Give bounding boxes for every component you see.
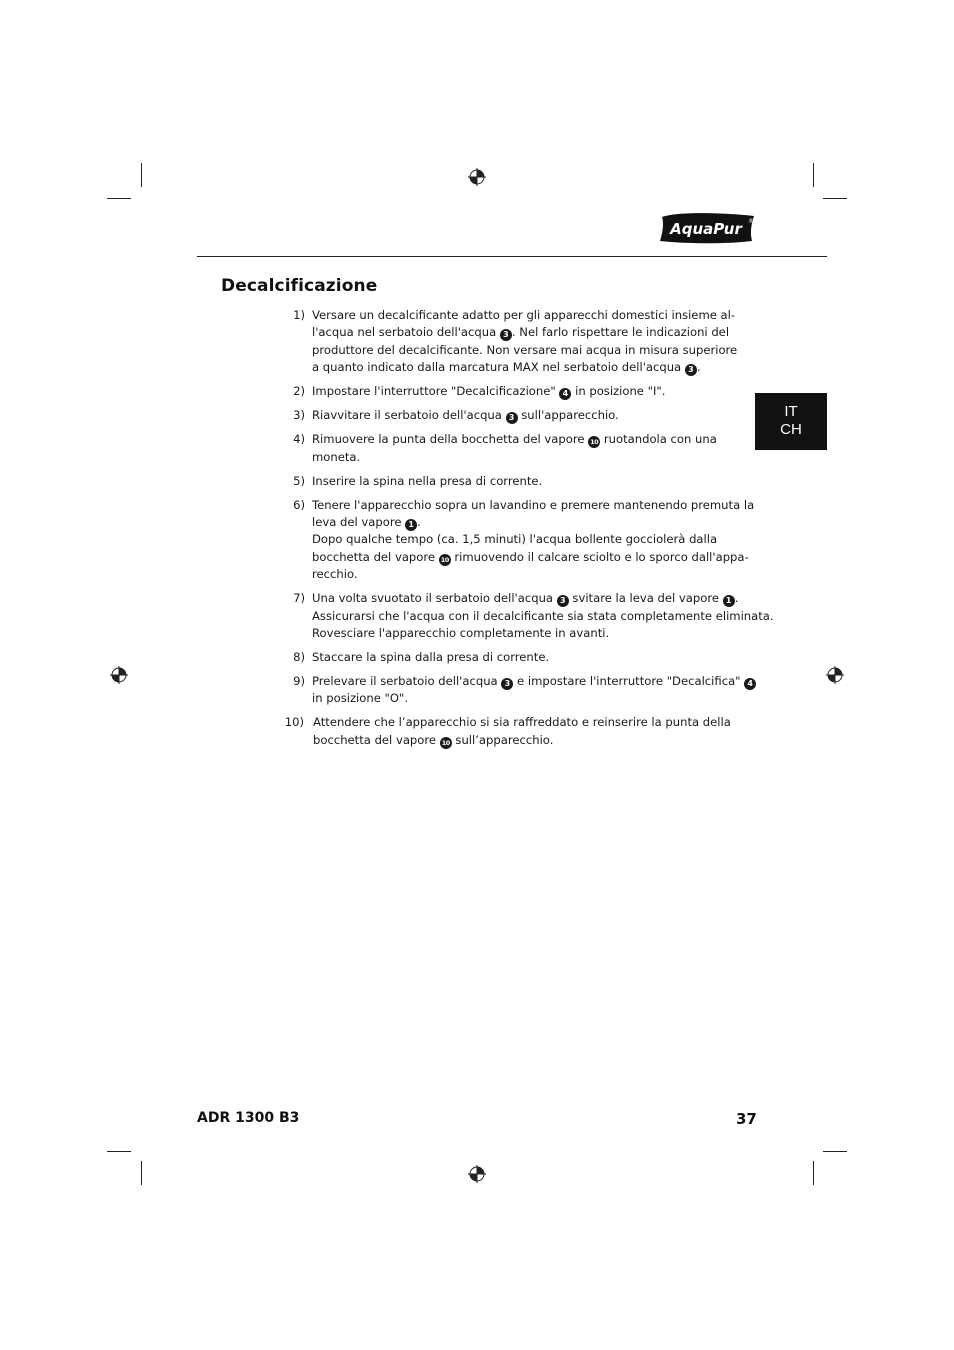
- part-number-badge: 3: [685, 364, 697, 376]
- logo-text: AquaPur: [670, 220, 742, 238]
- part-number-badge: 3: [557, 595, 569, 607]
- step-number: 7): [293, 591, 305, 606]
- crop-mark-top-right-h: [823, 198, 847, 199]
- crop-mark-bottom-left-h: [107, 1151, 131, 1152]
- step-text: [312, 497, 754, 584]
- step-text: [312, 473, 542, 490]
- step-line: moneta.: [312, 449, 361, 464]
- part-number-badge: 1: [723, 595, 735, 607]
- step-number: 4): [293, 432, 305, 447]
- part-number-badge: 3: [500, 329, 512, 341]
- step-line: Dopo qualche tempo (ca. 1,5 minuti) l'acqua bollente gocciolerà dalla: [312, 532, 718, 547]
- part-number-badge: 3: [506, 412, 518, 424]
- step-line: Attendere che l’apparecchio si sia raffreddato e reinserire la punta della: [313, 715, 731, 730]
- part-number-badge: 10: [441, 738, 450, 747]
- step-line: bocchetta del vapore 10 rimuovendo il calcare sciolto e lo sporco dall'appa-: [312, 549, 749, 564]
- step-text: [312, 673, 756, 708]
- step-text: [312, 383, 665, 400]
- step-text: [313, 714, 731, 749]
- crop-mark-top-left-v: [141, 163, 142, 187]
- registration-mark-right-icon: [826, 666, 844, 684]
- step-number: 2): [293, 384, 305, 399]
- step-line: Rovesciare l'apparecchio completamente in avanti.: [312, 626, 610, 640]
- part-number-badge: 10: [440, 555, 449, 564]
- logo-registered-mark: ®: [748, 218, 754, 225]
- step-number: 9): [293, 674, 305, 688]
- step-line: recchio.: [312, 567, 358, 582]
- step-text: [312, 649, 549, 666]
- step-line: Tenere l'apparecchio sopra un lavandino e premere mantenendo premuta la: [312, 497, 755, 512]
- crop-mark-bottom-right-h: [823, 1151, 847, 1152]
- part-number-badge: 4: [744, 678, 756, 690]
- step-text: [312, 431, 717, 466]
- step-text: [312, 590, 774, 642]
- language-code-it: IT: [784, 403, 798, 420]
- step-line: leva del vapore 1 .: [312, 515, 421, 529]
- registration-mark-bottom-icon: [468, 1165, 486, 1183]
- part-number-badge: 1: [405, 519, 417, 531]
- step-line: l'acqua nel serbatoio dell'acqua 3 . Nel farlo rispettare le indicazioni del: [312, 325, 730, 340]
- step-line: produttore del decalcificante. Non versare mai acqua in misura superiore: [312, 342, 738, 357]
- part-number-badge: 4: [559, 388, 571, 400]
- language-code-ch: CH: [780, 421, 802, 438]
- step-line: Prelevare il serbatoio dell'acqua 3 e impostare l'interruttore "Decalcifica" 4: [312, 673, 756, 690]
- step-line: Una volta svuotato il serbatoio dell'acqua 3 svitare la leva del vapore 1 .: [312, 591, 739, 606]
- footer-model: ADR 1300 B3: [197, 1110, 300, 1126]
- step-line: Inserire la spina nella presa di corrente.: [312, 473, 543, 488]
- crop-mark-top-left-h: [107, 198, 131, 199]
- step-line: in posizione "O".: [312, 691, 409, 706]
- crop-mark-top-right-v: [813, 163, 814, 187]
- step-text: [312, 307, 737, 377]
- step-line: Versare un decalcificante adatto per gli apparecchi domestici insieme al-: [312, 308, 736, 322]
- part-number-badge: 3: [501, 678, 513, 690]
- registration-mark-left-icon: [110, 666, 128, 684]
- registration-mark-top-icon: [468, 168, 486, 186]
- step-number: 6): [293, 497, 305, 512]
- crop-mark-bottom-right-v: [813, 1161, 814, 1185]
- part-number-badge: 10: [590, 438, 599, 447]
- section-title: Decalcificazione: [221, 276, 378, 296]
- step-line: Riavvitare il serbatoio dell'acqua 3 sull'apparecchio.: [312, 408, 619, 423]
- page-number: 37: [736, 1110, 757, 1128]
- crop-mark-bottom-left-v: [141, 1161, 142, 1185]
- step-number: 10): [284, 715, 304, 730]
- step-number: 1): [293, 308, 305, 322]
- step-line: bocchetta del vapore 10 sull’apparecchio.: [313, 732, 554, 747]
- step-line: Staccare la spina dalla presa di corrente.: [312, 650, 550, 664]
- header-rule: [197, 256, 827, 257]
- step-line: Rimuovere la punta della bocchetta del vapore 10 ruotandola con una: [312, 432, 717, 447]
- step-number: 5): [293, 473, 305, 488]
- step-line: Impostare l'interruttore "Decalcificazione" 4 in posizione "I".: [312, 384, 666, 399]
- step-text: [312, 407, 619, 424]
- aquapur-logo: [658, 211, 758, 245]
- step-line: a quanto indicato dalla marcatura MAX nel serbatoio dell'acqua 3 .: [312, 360, 701, 375]
- step-number: 3): [293, 408, 305, 423]
- step-line: Assicurarsi che l'acqua con il decalcificante sia stata completamente eliminata.: [312, 608, 774, 623]
- step-number: 8): [293, 650, 305, 664]
- language-tab: [755, 393, 827, 450]
